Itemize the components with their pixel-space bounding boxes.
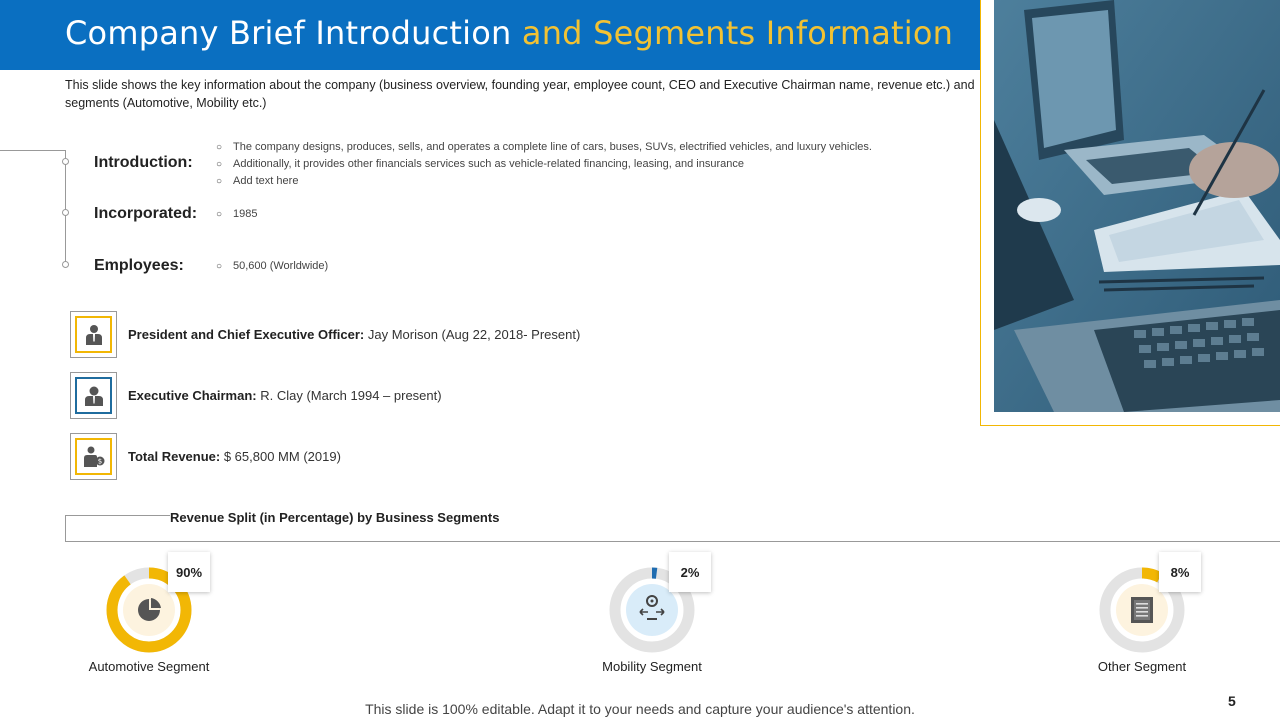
title-main: Company Brief Introduction bbox=[65, 14, 512, 52]
revenue-split-title: Revenue Split (in Percentage) by Business Segments bbox=[170, 510, 500, 525]
timeline-line bbox=[65, 150, 66, 266]
revenue-info: Total Revenue: $ 65,800 MM (2019) bbox=[128, 449, 341, 464]
section-divider bbox=[65, 541, 1280, 542]
segment-percent: 2% bbox=[669, 552, 711, 592]
list-item: ○ 1985 bbox=[216, 208, 258, 220]
incorporated-label: Incorporated: bbox=[94, 205, 198, 222]
segment-mobility bbox=[562, 560, 742, 680]
timeline-dot bbox=[62, 158, 69, 165]
segment-label: Other Segment bbox=[1097, 659, 1187, 674]
segment-label: Mobility Segment bbox=[602, 659, 702, 674]
incorporated-bullets bbox=[216, 206, 257, 223]
employees-label: Employees: bbox=[94, 257, 184, 274]
segment-percent: 90% bbox=[168, 552, 210, 592]
document-icon bbox=[1131, 597, 1153, 623]
revenue-icon-box bbox=[70, 433, 117, 480]
slide-description: This slide shows the key information about the company (business overview, founding year, employee count, CEO and Executive Chairman name, revenue etc.) and segments (Automotive, Mobility etc.) bbox=[65, 78, 975, 110]
chairman-icon-box bbox=[70, 372, 117, 419]
introduction-bullets bbox=[216, 139, 872, 190]
ceo-icon-box bbox=[70, 311, 117, 358]
executive-icon bbox=[75, 316, 112, 353]
page-number: 5 bbox=[1228, 693, 1236, 709]
list-item: ○ Add text here bbox=[216, 175, 299, 187]
chairman-info: Executive Chairman: R. Clay (March 1994 – present) bbox=[128, 388, 442, 403]
laptop-desk-photo bbox=[994, 0, 1280, 412]
list-item: ○ The company designs, produces, sells, and operates a complete line of cars, buses, SUVs, electrified vehicles, and luxury vehicles. bbox=[216, 141, 872, 153]
employees-bullets bbox=[216, 258, 328, 275]
footer-note: This slide is 100% editable. Adapt it to your needs and capture your audience's attention. bbox=[365, 701, 915, 717]
page-title bbox=[65, 14, 953, 52]
timeline-dot bbox=[62, 261, 69, 268]
ceo-info: President and Chief Executive Officer: Jay Morison (Aug 22, 2018- Present) bbox=[128, 327, 581, 342]
svg-text:$: $ bbox=[97, 457, 102, 465]
timeline-dot bbox=[62, 209, 69, 216]
title-highlight: and Segments Information bbox=[521, 14, 954, 52]
segment-automotive bbox=[59, 560, 239, 680]
chairman-icon bbox=[75, 377, 112, 414]
segment-other bbox=[1052, 560, 1232, 680]
introduction-label: Introduction: bbox=[94, 154, 193, 171]
segment-percent: 8% bbox=[1159, 552, 1201, 592]
section-bracket bbox=[65, 515, 170, 542]
revenue-person-icon bbox=[75, 438, 112, 475]
list-item: ○ 50,600 (Worldwide) bbox=[216, 260, 329, 272]
list-item: ○ Additionally, it provides other financials services such as vehicle-related financing, leasing, and insurance bbox=[216, 158, 744, 170]
segment-label: Automotive Segment bbox=[88, 659, 210, 674]
timeline-connector bbox=[0, 150, 66, 151]
